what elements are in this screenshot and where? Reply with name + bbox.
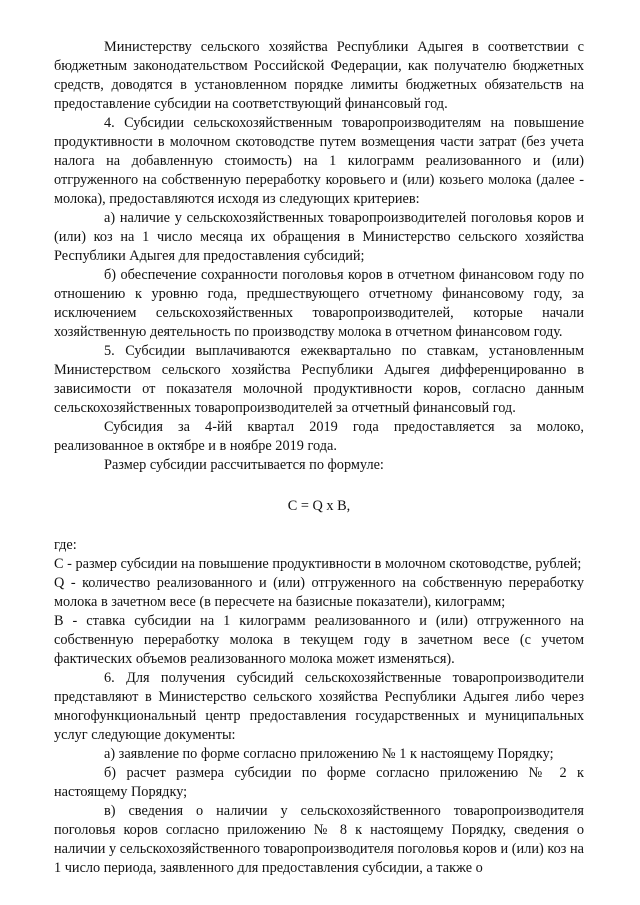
paragraph-q4-subsidy: Субсидия за 4-йй квартал 2019 года предоставляется за молоко, реализованное в октябре и в ноябре 2019 года. bbox=[54, 419, 584, 454]
definition-q: Q - количество реализованного и (или) отгруженного на собственную переработку молока в зачетном весе (в пересчете на базисные показатели), килограмм; bbox=[54, 575, 584, 610]
paragraph-formula-intro: Размер субсидии рассчитывается по формуле: bbox=[104, 457, 384, 473]
paragraph-6v: в) сведения о наличии у сельскохозяйственного товаропроизводителя поголовья коров согласно приложению № 8 к настоящему Порядку, сведения о наличии у сельскохозяйственного товаропроизводителя поголовья коров и (или) коз на 1 число периода, заявленного для предоставления субсидии, а также о bbox=[54, 803, 584, 876]
paragraph-4: 4. Субсидии сельскохозяйственным товаропроизводителям на повышение продуктивности в молочном скотоводстве путем возмещения части затрат (без учета налога на добавленную стоимость) на 1 килограмм реализованного и (или) отгруженного на собственную переработку коровьего и (или) козьего молока (далее - молока), предоставляются исходя из следующих критериев: bbox=[54, 115, 584, 207]
paragraph-4b: б) обеспечение сохранности поголовья коров в отчетном финансовом году по отношению к уровню года, предшествующего отчетному финансовому году, за исключением сельскохозяйственных товаропроизводителей, которые начали хозяйственную деятельность по производству молока в отчетном финансовом году. bbox=[54, 267, 584, 340]
formula: С = Q x В, bbox=[287, 498, 351, 514]
where-label: где: bbox=[54, 537, 77, 553]
paragraph-6: 6. Для получения субсидий сельскохозяйственные товаропроизводители представляют в Министерство сельского хозяйства Республики Адыгея либо через многофункциональный центр предоставления государственных и муниципальных услуг следующие документы: bbox=[54, 670, 584, 743]
paragraph-limits: Министерству сельского хозяйства Республики Адыгея в соответствии с бюджетным законодательством Российской Федерации, как получателю бюджетных средств, доводятся в установленном порядке лимиты бюджетных обязательств на предоставление субсидии на соответствующий финансовый год. bbox=[54, 39, 584, 112]
paragraph-6b: б) расчет размера субсидии по форме согласно приложению № 2 к настоящему Порядку; bbox=[54, 765, 584, 800]
paragraph-6a: а) заявление по форме согласно приложению № 1 к настоящему Порядку; bbox=[104, 746, 554, 762]
paragraph-5: 5. Субсидии выплачиваются ежеквартально по ставкам, установленным Министерством сельского хозяйства Республики Адыгея дифференцированно в зависимости от показателя молочной продуктивности коров, согласно данным сельскохозяйственных товаропроизводителей за отчетный финансовый год. bbox=[54, 343, 584, 416]
definition-v: В - ставка субсидии на 1 килограмм реализованного и (или) отгруженного на собственную переработку молока в текущем году в зачетном весе (с учетом фактических объемов реализованного молока может изменяться). bbox=[54, 613, 584, 667]
spacer bbox=[54, 475, 584, 497]
definition-c: С - размер субсидии на повышение продуктивности в молочном скотоводстве, рублей; bbox=[54, 556, 582, 572]
paragraph-4a: а) наличие у сельскохозяйственных товаропроизводителей поголовья коров и (или) коз на 1 число месяца их обращения в Министерство сельского хозяйства Республики Адыгея для предоставления субсидий; bbox=[54, 210, 584, 264]
spacer bbox=[54, 516, 584, 536]
